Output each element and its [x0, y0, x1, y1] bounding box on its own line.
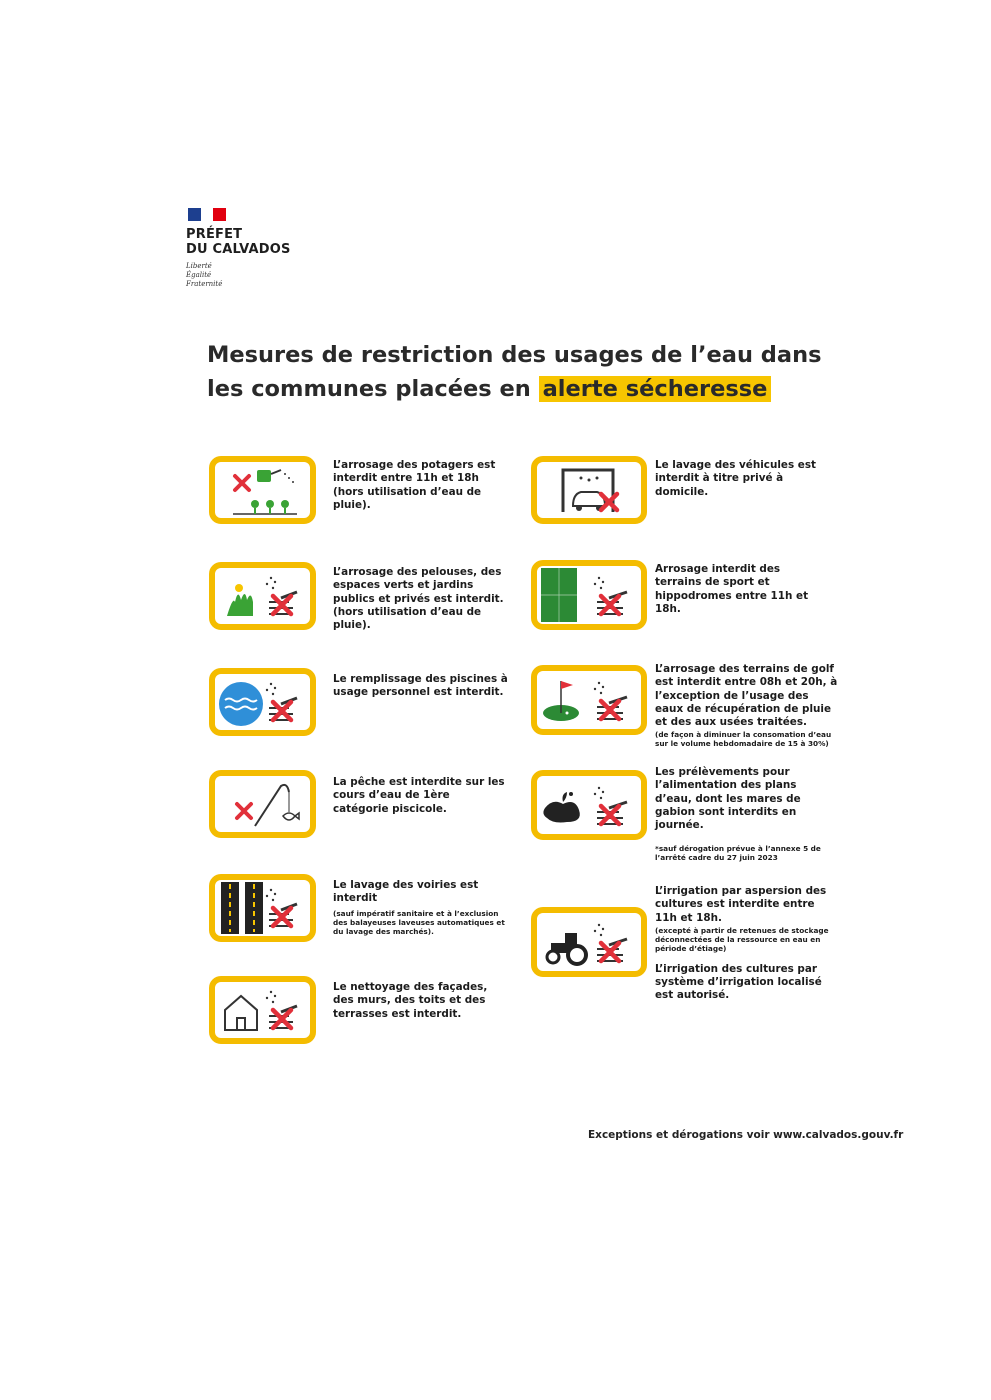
house-hose-icon — [209, 976, 316, 1044]
rule-text: L’arrosage des terrains de golf est interdit entre 08h et 20h, à l’exception de l’usage des eaux de récupération de pluie et des aux usées traitées. (de façon à diminuer la consomation d’eau sur le volume hebdomadaire de 15 à 30%) — [655, 663, 838, 749]
rule-text: Le nettoyage des façades, des murs, des toits et des terrasses est interdit. — [333, 981, 488, 1020]
watering-can-vegetable-garden-icon — [209, 456, 316, 524]
french-flag-icon — [188, 208, 226, 221]
prefecture-logo — [186, 208, 291, 289]
rule-text: L’irrigation par aspersion des cultures est interdite entre 11h et 18h. (excepté à partir de retenues de stockage déconnectées de la ressource en eau en période d’étiage) L’irrigation des cultures par système d’irrigation localisé est autorisé. — [655, 885, 829, 1002]
title-highlight: alerte sécheresse — [539, 376, 772, 402]
road-hose-icon — [209, 874, 316, 942]
footer-link-text: Exceptions et dérogations voir www.calvados.gouv.fr — [588, 1129, 904, 1141]
pool-hose-icon — [209, 668, 316, 736]
prefecture-name: PRÉFET DU CALVADOS — [186, 227, 291, 257]
golf-hose-icon — [531, 665, 647, 735]
page-title: Mesures de restriction des usages de l’eau dans les communes placées en alerte sécheresse — [207, 342, 822, 402]
rule-text: Le lavage des voiries est interdit (sauf impératif sanitaire et à l’exclusion des balayeuses laveuses automatiques et du lavage des marchés). — [333, 879, 505, 936]
rule-text: L’arrosage des potagers est interdit entre 11h et 18h (hors utilisation d’eau de pluie). — [333, 459, 496, 511]
rule-text: Le lavage des véhicules est interdit à titre privé à domicile. — [655, 459, 816, 498]
rule-text: Arrosage interdit des terrains de sport et hippodromes entre 11h et 18h. — [655, 563, 809, 615]
rule-text: L’arrosage des pelouses, des espaces verts et jardins publics et privés est interdit. (hors utilisation d’eau de pluie). — [333, 566, 504, 632]
fishing-icon — [209, 770, 316, 838]
republic-motto: Liberté Égalité Fraternité — [186, 262, 223, 288]
car-wash-icon — [531, 456, 647, 524]
rule-text: La pêche est interdite sur les cours d’eau de 1ère catégorie piscicole. — [333, 776, 505, 815]
rule-text: Les prélèvements pour l’alimentation des plans d’eau, dont les mares de gabion sont interdits en journée. *sauf dérogation prévue à l’annexe 5 de l’arrêté cadre du 27 juin 2023 — [655, 766, 821, 863]
lawn-hose-icon — [209, 562, 316, 630]
tractor-irrigation-icon — [531, 907, 647, 977]
pond-hose-icon — [531, 770, 647, 840]
sports-field-hose-icon — [531, 560, 647, 630]
rule-text: Le remplissage des piscines à usage personnel est interdit. — [333, 673, 508, 699]
